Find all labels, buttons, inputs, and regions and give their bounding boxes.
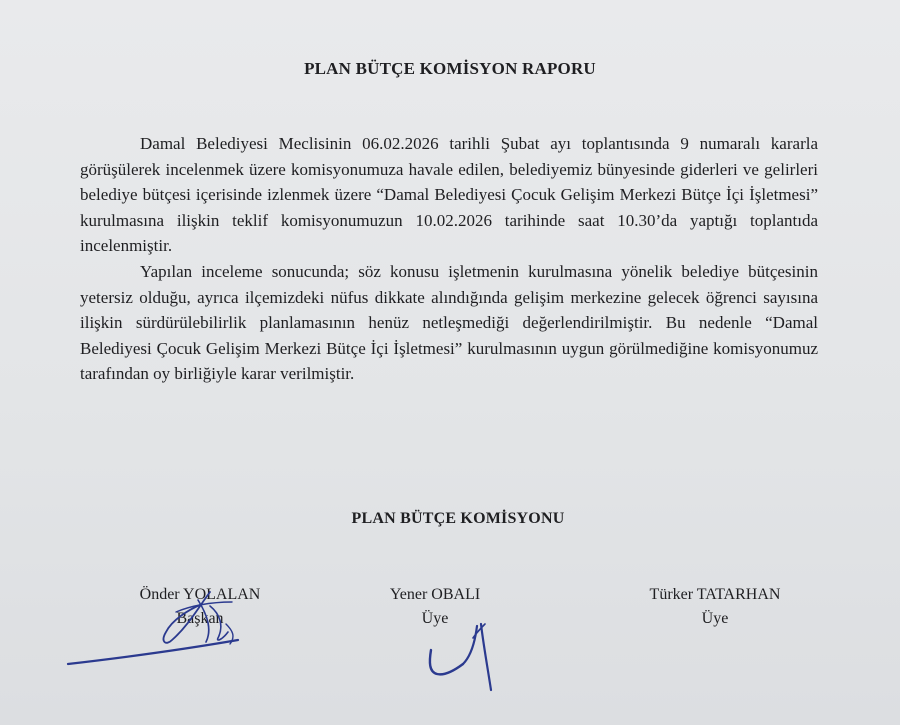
- signatory-chair-name: Önder YOLALAN: [139, 586, 261, 603]
- signatory-member-1-name: Yener OBALI: [389, 586, 481, 603]
- signatory-member-2-name: Türker TATARHAN: [649, 586, 781, 603]
- committee-heading: PLAN BÜTÇE KOMİSYONU: [351, 510, 565, 527]
- paragraph-2: Yapılan inceleme sonucunda; söz konusu işletmenin kurulmasına yönelik belediye bütçesinin yetersiz olduğu, ayrıca ilçemizdeki nüfus dikkate alındığında gelişim merkezine gelecek öğrenci sayısına ilişkin sürdürülebilirlik planlamasının henüz netleşmediği değerlendirilmiştir. Bu nedenle “Damal Belediyesi Çocuk Gelişim Merkezi Bütçe İçi İşletmesi” kurulmasının uygun görülmediğine komisyonumuz tarafından oy birliğiyle karar verilmiştir.: [80, 261, 818, 384]
- signatory-chair-role: Başkan: [176, 610, 224, 627]
- report-body: [80, 131, 818, 387]
- paragraph-1: Damal Belediyesi Meclisinin 06.02.2026 tarihli Şubat ayı toplantısında 9 numaralı kararla görüşülerek incelenmek üzere komisyonumuza havale edilen, belediyemiz bünyesinde giderleri ve gelirleri belediye bütçesi içerisinde izlenmek üzere “Damal Belediyesi Çocuk Gelişim Merkezi Bütçe İçi İşletmesi” kurulmasına ilişkin teklif komisyonumuzun 10.02.2026 tarihinde saat 10.30’da yaptığı toplantıda incelenmiştir.: [80, 134, 818, 256]
- signatory-member-2: [605, 583, 825, 631]
- document-title: PLAN BÜTÇE KOMİSYON RAPORU: [304, 59, 596, 78]
- signatory-member-2-role: Üye: [701, 610, 729, 627]
- chair-signature: [60, 580, 260, 670]
- member-1-signature: [415, 612, 510, 702]
- signatory-member-1-role: Üye: [421, 610, 449, 627]
